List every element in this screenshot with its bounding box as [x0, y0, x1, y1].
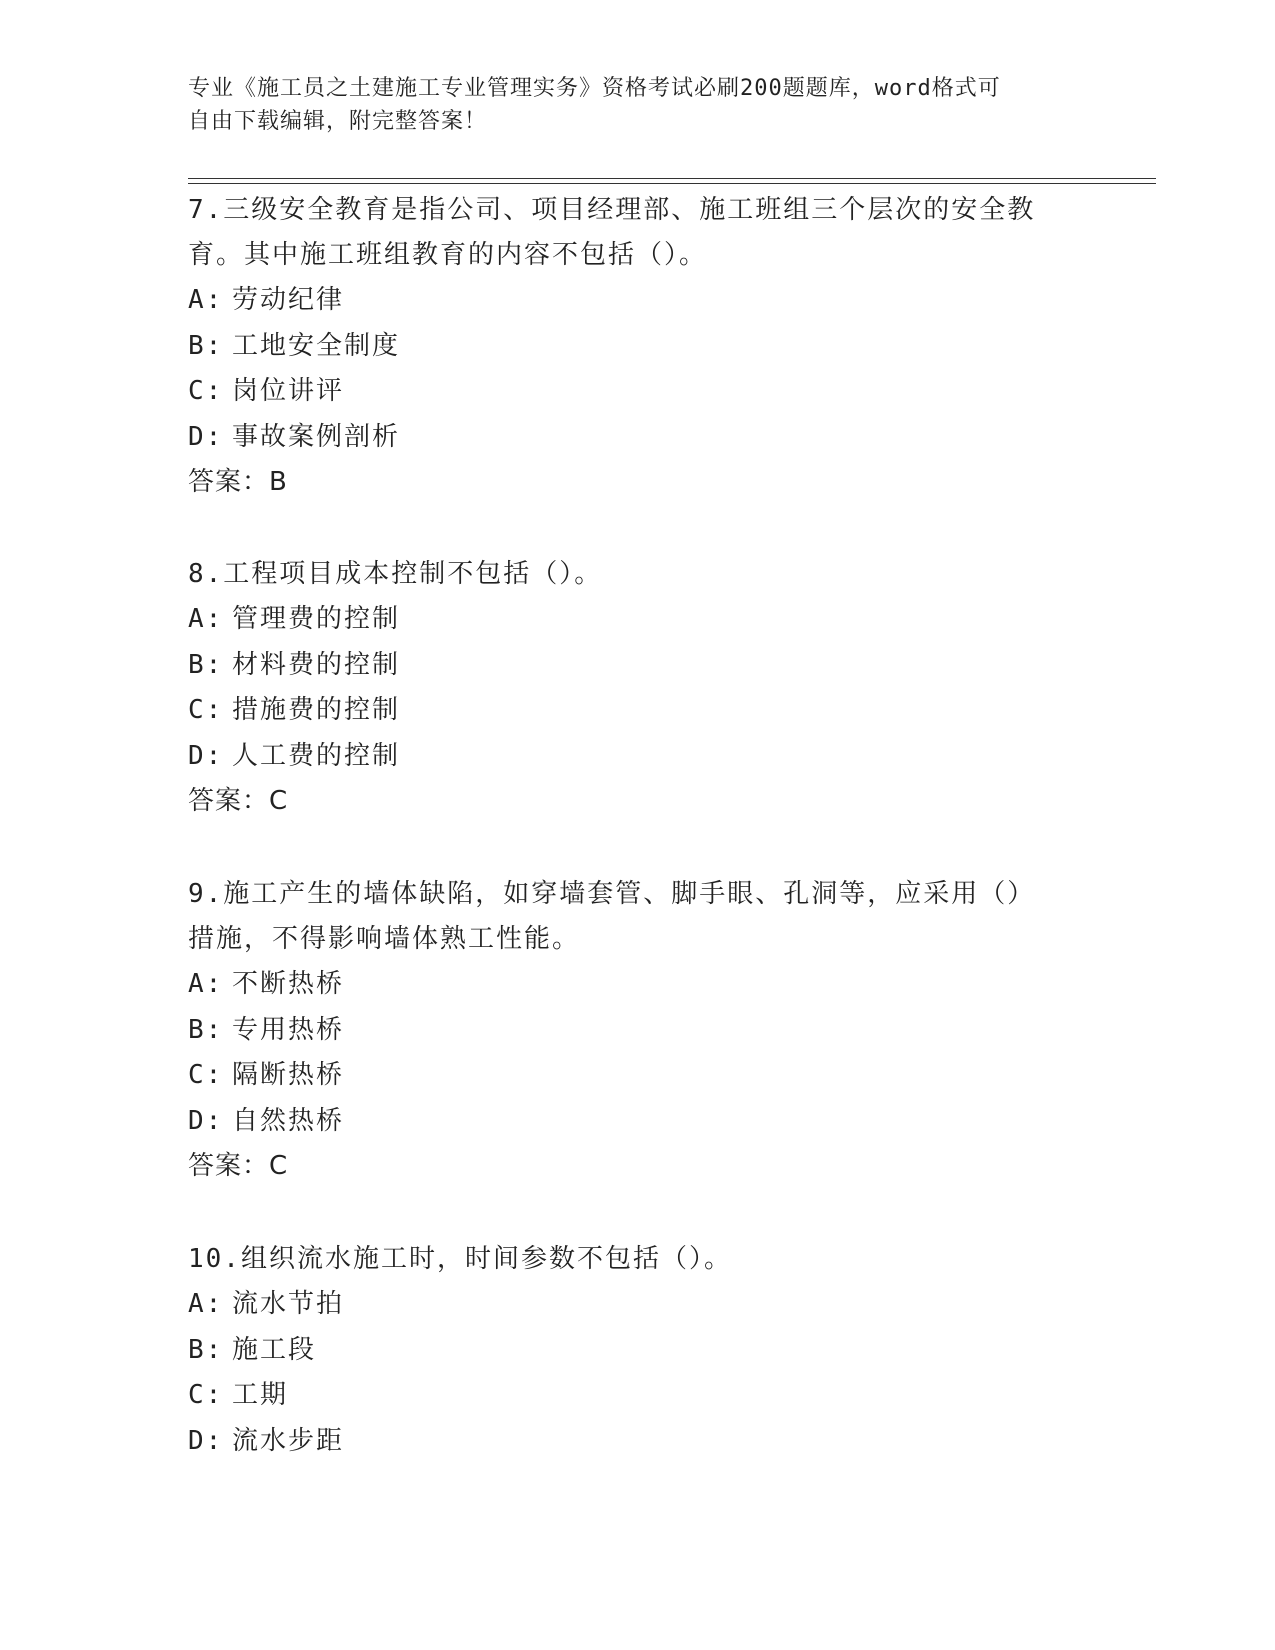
option-key: A:	[188, 604, 224, 634]
option-b	[188, 324, 1068, 370]
option-a	[188, 597, 1068, 643]
option-a	[188, 1282, 1068, 1328]
option-text: 人工费的控制	[232, 740, 401, 771]
answer-line: 答案：B	[188, 467, 288, 497]
option-key: C:	[188, 376, 224, 406]
question-stem-line-1: 8.工程项目成本控制不包括（）。	[188, 559, 603, 589]
option-text: 工期	[232, 1380, 289, 1410]
option-c	[188, 369, 1068, 415]
option-key: D:	[188, 1425, 224, 1456]
option-key: A:	[188, 969, 224, 999]
option-text: 措施费的控制	[232, 695, 401, 725]
option-key: A:	[188, 285, 224, 315]
question-stem-line-1: 9.施工产生的墙体缺陷，如穿墙套管、脚手眼、孔洞等，应采用（）	[188, 879, 1036, 909]
option-d	[188, 1099, 1068, 1145]
header-line-1: 专业《施工员之土建施工专业管理实务》资格考试必刷200题题库，word格式可	[188, 76, 1001, 101]
option-key: C:	[188, 695, 224, 725]
option-d	[188, 734, 1068, 780]
option-b	[188, 643, 1068, 689]
question-stem-line-2: 育。其中施工班组教育的内容不包括（）。	[188, 240, 708, 270]
option-key: B:	[188, 1014, 224, 1045]
option-a	[188, 962, 1068, 1008]
answer-line: 答案：C	[188, 786, 289, 816]
option-d	[188, 415, 1068, 461]
option-key: D:	[188, 421, 224, 452]
option-key: B:	[188, 1334, 224, 1365]
header-divider-bottom	[188, 183, 1156, 184]
header-line-2: 自由下载编辑，附完整答案！	[188, 109, 488, 134]
option-key: B:	[188, 330, 224, 361]
option-key: C:	[188, 1380, 224, 1410]
option-text: 自然热桥	[232, 1105, 345, 1136]
option-a	[188, 278, 1068, 324]
option-text: 流水节拍	[232, 1289, 345, 1319]
option-text: 劳动纪律	[232, 285, 345, 315]
option-c	[188, 1053, 1068, 1099]
option-text: 岗位讲评	[232, 376, 345, 406]
option-c	[188, 1373, 1068, 1419]
question-stem-line-2: 措施，不得影响墙体熟工性能。	[188, 924, 581, 954]
option-text: 工地安全制度	[232, 330, 401, 361]
question-stem-line-1: 10.组织流水施工时，时间参数不包括（）。	[188, 1244, 732, 1274]
option-d	[188, 1419, 1068, 1465]
option-text: 不断热桥	[232, 969, 345, 999]
question-stem-line-1: 7.三级安全教育是指公司、项目经理部、施工班组三个层次的安全教	[188, 195, 1036, 225]
option-text: 专用热桥	[232, 1014, 345, 1045]
question-10	[188, 1237, 1068, 1464]
option-text: 隔断热桥	[232, 1060, 345, 1090]
option-text: 管理费的控制	[232, 604, 401, 634]
option-key: D:	[188, 740, 224, 771]
option-key: D:	[188, 1105, 224, 1136]
question-7	[188, 188, 1068, 505]
question-9	[188, 872, 1068, 1189]
option-key: A:	[188, 1289, 224, 1319]
option-b	[188, 1008, 1068, 1054]
answer-line: 答案：C	[188, 1151, 289, 1181]
document-header	[188, 72, 1068, 138]
option-text: 流水步距	[232, 1425, 345, 1456]
option-c	[188, 688, 1068, 734]
option-key: B:	[188, 649, 224, 680]
header-divider-top	[188, 178, 1156, 179]
option-b	[188, 1328, 1068, 1374]
question-8	[188, 552, 1068, 824]
option-text: 事故案例剖析	[232, 421, 401, 452]
option-text: 施工段	[232, 1334, 317, 1365]
option-text: 材料费的控制	[232, 649, 401, 680]
option-key: C:	[188, 1060, 224, 1090]
